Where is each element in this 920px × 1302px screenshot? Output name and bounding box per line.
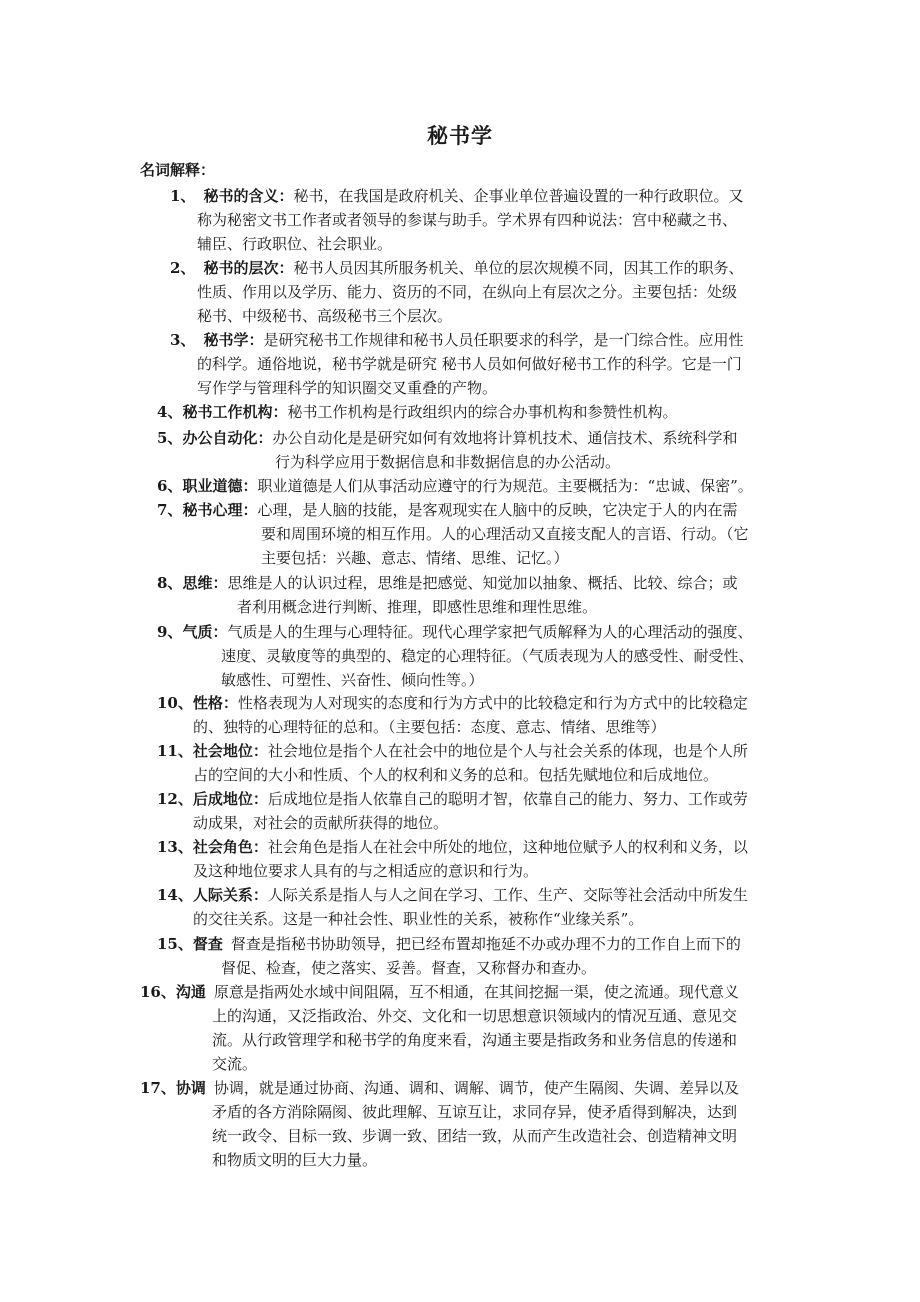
entry-text: 及这种地位要求人具有的与之相适应的意识和行为。 (193, 862, 539, 880)
entry-text: 性格表现为人对现实的态度和行为方式中的比较稳定和行为方式中的比较稳定 (237, 694, 748, 712)
definition-entry (140, 980, 739, 1076)
entry-text: 的科学。通俗地说，秘书学就是研究 秘书人员如何做好秘书工作的科学。它是一门 (197, 355, 742, 373)
definition-entry (157, 426, 737, 474)
entry-text: 和物质文明的巨大力量。 (212, 1151, 378, 1169)
entry-text: 写作学与管理科学的知识圈交叉重叠的产物。 (197, 379, 498, 397)
entry-term: 后成地位： (192, 790, 268, 808)
definition-entry (157, 739, 748, 787)
entry-number: 1、 (170, 187, 196, 205)
definition-entry (140, 1076, 739, 1172)
entry-term: 社会地位： (192, 742, 268, 760)
entry-text: 后成地位是指人依靠自己的聪明才智，依靠自己的能力、努力、工作或劳 (267, 790, 748, 808)
entry-number: 16、 (140, 983, 176, 1001)
entry-number: 17、 (140, 1079, 176, 1097)
entry-term: 秘书工作机构： (182, 403, 288, 421)
entry-text: 秘书、中级秘书、高级秘书三个层次。 (197, 307, 453, 325)
entry-term: 办公自动化： (182, 429, 273, 447)
definition-entry (157, 571, 737, 619)
entry-text: 矛盾的各方消除隔阂、彼此理解、互谅互让，求同存异，使矛盾得到解决，达到 (212, 1103, 738, 1121)
definition-entry (157, 620, 754, 692)
entry-term: 人际关系： (192, 886, 268, 904)
entry-text: 性质、作用以及学历、能力、资历的不同，在纵向上有层次之分。主要包括：处级 (197, 283, 738, 301)
entry-text: 秘书，在我国是政府机关、企事业单位普遍设置的一种行政职位。又 (293, 187, 744, 205)
entry-number: 15、 (157, 935, 193, 953)
entry-number: 9、 (157, 623, 183, 641)
entry-term: 社会角色： (192, 838, 268, 856)
definition-entry (170, 184, 743, 256)
entry-text: 气质是人的生理与心理特征。现代心理学家把气质解释为人的心理活动的强度、 (227, 623, 753, 641)
section-heading: 名词解释： (140, 161, 216, 179)
entry-term: 督查 (192, 935, 223, 953)
definition-entry (157, 787, 748, 835)
entry-text: 办公自动化是是研究如何有效地将计算机技术、通信技术、系统科学和 (272, 429, 738, 447)
entry-text: 辅臣、行政职位、社会职业。 (197, 235, 393, 253)
entry-term: 秘书心理： (182, 501, 258, 519)
entry-term: 职业道德： (182, 477, 258, 495)
definition-entry (157, 835, 748, 883)
entry-text: 主要包括：兴趣、意志、情绪、思维、记忆。） (261, 549, 569, 567)
definition-entry (157, 883, 748, 931)
entry-number: 5、 (157, 429, 183, 447)
entry-term: 气质： (182, 623, 228, 641)
entry-text: 的、独特的心理特征的总和。（主要包括：态度、意志、情绪、思维等） (193, 718, 666, 736)
definition-entry (170, 328, 743, 400)
entry-term: 思维： (182, 574, 228, 592)
entry-text: 心理，是人脑的技能，是客观现实在人脑中的反映，它决定于人的内在需 (257, 501, 738, 519)
entry-text: 占的空间的大小和性质、个人的权利和义务的总和。包括先赋地位和后成地位。 (193, 766, 719, 784)
entry-term: 秘书学： (203, 331, 264, 349)
entry-number: 13、 (157, 838, 193, 856)
entry-text: 速度、灵敏度等的典型的、稳定的心理特征。（气质表现为人的感受性、耐受性、 (221, 647, 754, 665)
definition-entry (170, 256, 743, 328)
entry-text: 称为秘密文书工作者或者领导的参谋与助手。学术界有四种说法：宫中秘藏之书、 (197, 211, 738, 229)
entry-number: 7、 (157, 501, 183, 519)
entry-text: 敏感性、可塑性、兴奋性、倾向性等。） (221, 671, 484, 689)
entry-text: 社会角色是指人在社会中所处的地位，这种地位赋予人的权利和义务，以 (267, 838, 748, 856)
entry-text: 是研究秘书工作规律和秘书人员任职要求的科学，是一门综合性。应用性 (263, 331, 744, 349)
entry-number: 2、 (170, 259, 196, 277)
entry-text: 要和周围环境的相互作用。人的心理活动又直接支配人的言语、行动。（它 (261, 525, 749, 543)
entry-text: 督促、检查，使之落实、妥善。督查，又称督办和查办。 (221, 959, 597, 977)
entry-text: 上的沟通，又泛指政治、外交、文化和一切思想意识领域内的情况互通、意见交 (212, 1007, 738, 1025)
entry-number: 14、 (157, 886, 193, 904)
entry-text: 职业道德是人们从事活动应遵守的行为规范。主要概括为：“忠诚、保密”。 (257, 477, 753, 495)
definition-entry (157, 691, 748, 739)
entry-number: 6、 (157, 477, 183, 495)
entry-text: 流。从行政管理学和秘书学的角度来看，沟通主要是指政务和业务信息的传递和 (212, 1031, 738, 1049)
entry-term: 协调 (175, 1079, 206, 1097)
entry-text: 交流。 (212, 1055, 258, 1073)
entry-number: 10、 (157, 694, 193, 712)
entry-text: 社会地位是指个人在社会中的地位是个人与社会关系的体现，也是个人所 (267, 742, 748, 760)
entry-number: 11、 (157, 742, 193, 760)
entry-term: 秘书的含义： (203, 187, 294, 205)
entry-text: 行为科学应用于数据信息和非数据信息的办公活动。 (275, 453, 621, 471)
entry-text: 动成果，对社会的贡献所获得的地位。 (193, 814, 449, 832)
entry-text: 秘书人员因其所服务机关、单位的层次规模不同，因其工作的职务、 (293, 259, 744, 277)
definition-entry (157, 474, 753, 498)
entry-term: 秘书的层次： (203, 259, 294, 277)
definition-entry (157, 932, 741, 980)
entry-text: 原意是指两处水域中间阻隔，互不相通，在其间挖掘一渠，使之流通。现代意义 (213, 983, 739, 1001)
entry-text: 者利用概念进行判断、推理，即感性思维和理性思维。 (237, 598, 598, 616)
definition-entry (157, 498, 749, 570)
entry-text: 秘书工作机构是行政组织内的综合办事机构和参赞性机构。 (287, 403, 678, 421)
entry-number: 12、 (157, 790, 193, 808)
entry-text: 协调，就是通过协商、沟通、调和、调解、调节，使产生隔阂、失调、差异以及 (213, 1079, 739, 1097)
entry-term: 沟通 (175, 983, 206, 1001)
entry-text: 思维是人的认识过程，思维是把感觉、知觉加以抽象、概括、比较、综合；或 (227, 574, 738, 592)
definition-entry (157, 400, 677, 424)
document-title: 秘书学 (427, 123, 493, 148)
entry-text: 人际关系是指人与人之间在学习、工作、生产、交际等社会活动中所发生 (267, 886, 748, 904)
entry-text: 统一政令、目标一致、步调一致、团结一致，从而产生改造社会、创造精神文明 (212, 1127, 738, 1145)
entry-term: 性格： (192, 694, 238, 712)
entry-number: 8、 (157, 574, 183, 592)
entry-text: 督查是指秘书协助领导，把已经布置却拖延不办或办理不力的工作自上而下的 (230, 935, 741, 953)
entry-number: 4、 (157, 403, 183, 421)
entry-number: 3、 (170, 331, 196, 349)
entry-text: 的交往关系。这是一种社会性、职业性的关系，被称作“业缘关系”。 (193, 910, 644, 928)
